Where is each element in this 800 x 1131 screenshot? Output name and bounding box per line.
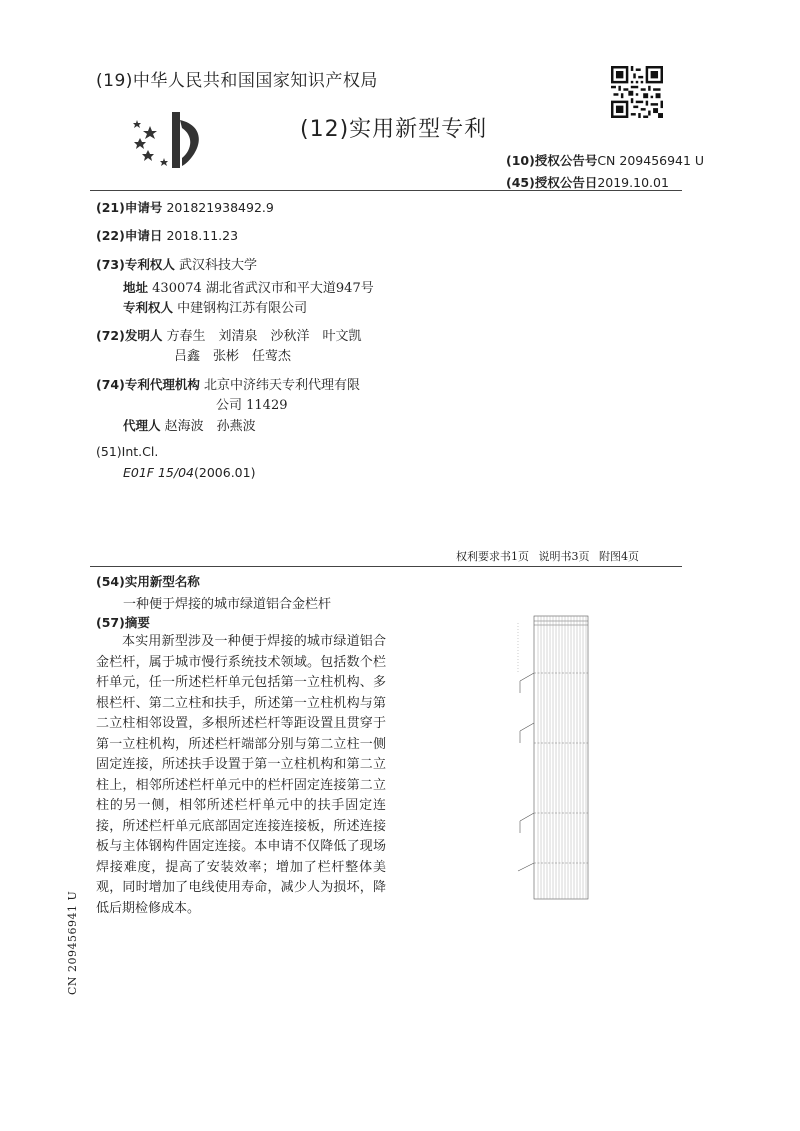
pages-divider: [90, 566, 682, 567]
logo-star-5: [160, 158, 168, 166]
inventors-label: (72)发明人: [96, 328, 163, 343]
address-line: [123, 277, 374, 296]
intcl-code: E01F 15/04: [123, 465, 194, 480]
address-label: 地址: [123, 280, 149, 295]
app-number: 201821938492.9: [166, 200, 274, 215]
abstract-paragraph: 本实用新型涉及一种便于焊接的城市绿道铝合金栏杆，属于城市慢行系统技术领域。包括数个栏杆单元，任一所述栏杆单元包括第一立柱机构、多根栏杆、第二立柱和扶手，所述第一立柱机构与第二立柱相邻设置，多根所述栏杆等距设置且贯穿于第一立柱机构，所述栏杆端部分别与第二立柱一侧固定连接，所述扶手设置于第一立柱机构和第二立柱上，相邻所述栏杆单元中的栏杆固定连接第二立柱的另一侧，相邻所述栏杆单元中的扶手固定连接，所述栏杆单元底部固定连接连接板，所述连接板与主体钢构件固定连接。本申请不仅降低了现场焊接难度，提高了安装效率；增加了栏杆整体美观，同时增加了电线使用寿命，减少人为损坏，降低后期检修成本。: [96, 634, 386, 916]
patentee: 武汉科技大学: [178, 258, 257, 273]
patent-type: (12)实用新型专利: [300, 117, 488, 142]
agency-1: 北京中济纬天专利代理有限: [203, 378, 360, 393]
pub-number-line: [506, 151, 704, 169]
cnipa-logo: [128, 108, 208, 172]
patentee-line: [96, 254, 257, 273]
pub-number: CN 209456941 U: [597, 153, 705, 168]
intcl-line: [123, 465, 255, 481]
title-label: (54)实用新型名称: [96, 574, 200, 589]
pub-date-label: (45)授权公告日: [506, 175, 598, 190]
logo-star-4: [133, 120, 141, 128]
app-number-line: [96, 198, 274, 216]
agent-label: 代理人: [123, 418, 161, 433]
logo-star-3: [142, 150, 154, 161]
inventors-1: 方春生 刘清泉 沙秋洋 叶文凯: [166, 329, 362, 344]
inventors-line: [96, 325, 361, 344]
app-date-label: (22)申请日: [96, 228, 163, 243]
inventors-2: 吕鑫 张彬 任莺杰: [174, 349, 292, 364]
side-patent-code: CN 209456941 U: [66, 890, 79, 995]
header-divider: [90, 190, 682, 191]
pub-number-label: (10)授权公告号: [506, 153, 598, 168]
abstract-text: [96, 632, 386, 919]
office-name: (19)中华人民共和国国家知识产权局: [96, 71, 378, 91]
utility-title: 一种便于焊接的城市绿道铝合金栏杆: [123, 597, 332, 612]
pub-date-line: [506, 173, 669, 191]
app-number-label: (21)申请号: [96, 200, 163, 215]
patentee2: 中建钢构江苏有限公司: [177, 301, 308, 316]
patentee-label: (73)专利权人: [96, 257, 175, 272]
agency-2: 公司 11429: [216, 398, 288, 413]
pages-info: 权利要求书1页 说明书3页 附图4页: [456, 550, 639, 563]
patentee2-label: 专利权人: [123, 300, 174, 315]
pub-date: 2019.10.01: [597, 175, 669, 190]
railing-figure: [500, 613, 610, 903]
agency-label: (74)专利代理机构: [96, 377, 200, 392]
app-date: 2018.11.23: [166, 228, 239, 243]
address: 430074 湖北省武汉市和平大道947号: [152, 281, 374, 296]
intcl-label: (51)Int.Cl.: [96, 444, 159, 459]
intcl-year: (2006.01): [194, 465, 256, 480]
qr-code: [611, 66, 663, 118]
logo-star-1: [143, 126, 157, 139]
abstract-label: (57)摘要: [96, 615, 150, 630]
agent-line: [123, 415, 256, 434]
patentee2-line: [123, 297, 307, 316]
logo-mark: [172, 112, 199, 168]
logo-star-2: [134, 138, 146, 149]
agency-line: [96, 374, 360, 393]
app-date-line: [96, 226, 238, 244]
agent: 赵海波 孙燕波: [164, 419, 256, 434]
